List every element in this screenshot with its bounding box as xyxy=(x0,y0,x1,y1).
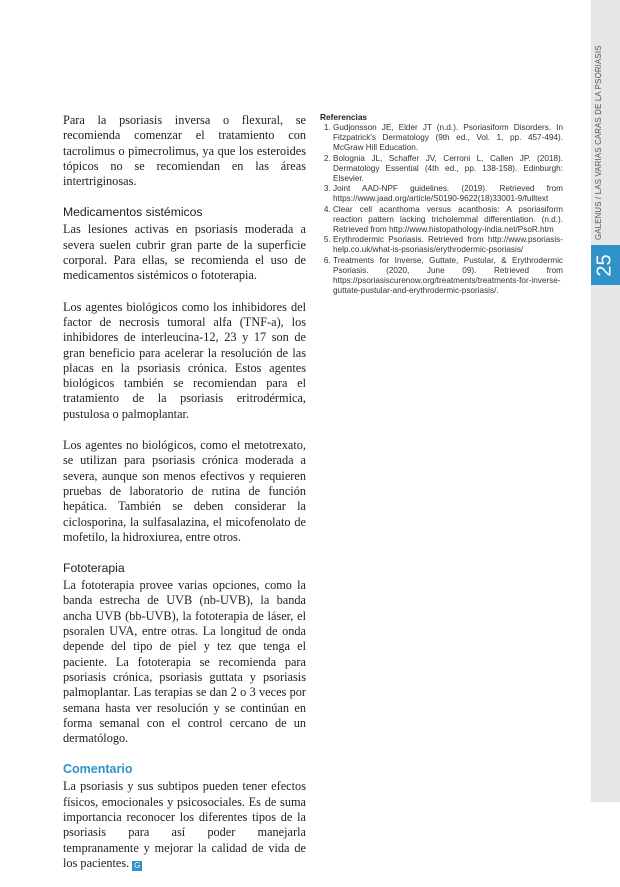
paragraph-no-biologicos: Los agentes no biológicos, como el metotrexato, se utilizan para psoriasis crónica moderada a severa, aunque son menos efectivos y requieren pruebas de laboratorio de rutina de función hepática. También se deben considerar la ciclosporina, la sulfasalazina, el micofenolato de mofetilo, la hidroxiurea, entre otros. xyxy=(63,438,306,544)
end-mark-icon: G xyxy=(134,860,141,870)
reference-item: 3. Joint AAD-NPF guidelines. (2019). Retrieved from https://www.jaad.org/article/S0190-9622(18)33001-9/fulltext xyxy=(333,184,563,204)
paragraph-fototerapia: La fototerapia provee varias opciones, como la banda estrecha de UVB (nb-UVB), la banda ancha UVB (bb-UVB), la fototerapia de láser, el psoralen UVA, entre otras. La longitud de onda depende del tipo de piel y tez que tenga el paciente. La fototerapia se recomienda para psoriasis crónica, psoriasis guttata y psoriasis palmoplantar. Las terapias se dan 2 o 3 veces por semana hasta ver resolución y se continúan en forma semanal con el control cercano de un dermatólogo. xyxy=(63,578,306,746)
paragraph-comentario xyxy=(63,779,306,871)
running-separator: / xyxy=(594,194,603,202)
article-title: LAS VARIAS CARAS DE LA PSORIASIS xyxy=(594,45,603,195)
references-title: Referencias xyxy=(320,112,368,122)
paragraph-intro: Para la psoriasis inversa o flexural, se recomienda comenzar el tratamiento con tacrolimus o pimecrolimus, ya que los esteroides tópicos no se recomiendan en las áreas intertriginosas. xyxy=(63,113,306,189)
comentario-text: La psoriasis y sus subtipos pueden tener efectos físicos, emocionales y psicosociales. Es de suma importancia reconocer los diferentes tipos de la psoriasis para así poder manejarla tempranamente y mejorar la calidad de vida de los pacientes. xyxy=(63,779,306,870)
reference-item: 6. Treatments for Inverse, Guttate, Pustular, & Erythrodermic Psoriasis. (2020, June 09). Retrieved from https://psoriasiscurenow.org/treatments/treatments-for-inverse-guttate-pustular-and-erythrodermic-psoriasis/. xyxy=(333,256,563,297)
references-column xyxy=(320,112,563,296)
heading-sistemicos: Medicamentos sistémicos xyxy=(63,205,203,220)
reference-item: 2. Bolognia JL, Schaffer JV, Cerroni L, Callen JP. (2018). Dermatology Essential (4th ed., pp. 138-158). Edinburgh: Elsevier. xyxy=(333,154,563,185)
reference-item: 1. Gudjonsson JE, Elder JT (n.d.). Psoriasiform Disorders. In Fitzpatrick's Dermatology (9th ed., Vol. 1, pp. 457-494). McGraw Hill Education. xyxy=(333,123,563,154)
reference-item: 4. Clear cell acanthoma versus acanthosis: A psoriasiform reaction pattern lacking tricholemmal differentiation. (n.d.). Retrieved from http://www.histopathology-india.net/PsoR.htm xyxy=(333,205,563,236)
heading-fototerapia: Fototerapia xyxy=(63,561,125,576)
paragraph-biologicos: Los agentes biológicos como los inhibidores del factor de necrosis tumoral alfa (TNF-a), los inhibidores de interleucina-12, 23 y 17 son de gran beneficio para acelerar la resolución de las placas en la psoriasis crónica. Estos agentes biológicos también se recomiendan para el tratamiento de la psoriasis eritrodérmica, pustulosa o palmoplantar. xyxy=(63,299,306,421)
running-header-text xyxy=(594,45,603,240)
reference-item: 5. Erythrodermic Psoriasis. Retrieved from http://www.psoriasis-help.co.uk/what-is-psoriasis/erythrodermic-psoriasis/ xyxy=(333,235,563,255)
main-column xyxy=(63,113,306,887)
paragraph-sistemicos: Las lesiones activas en psoriasis moderada a severa suelen cubrir gran parte de la superficie corporal. Para ellas, se recomienda el uso de medicamentos sistémicos o fototerapia. xyxy=(63,222,306,283)
publication-name: GALENUS xyxy=(594,201,603,240)
page-number: 25 xyxy=(594,253,616,277)
heading-comentario: Comentario xyxy=(63,762,133,777)
references-list xyxy=(320,123,563,296)
